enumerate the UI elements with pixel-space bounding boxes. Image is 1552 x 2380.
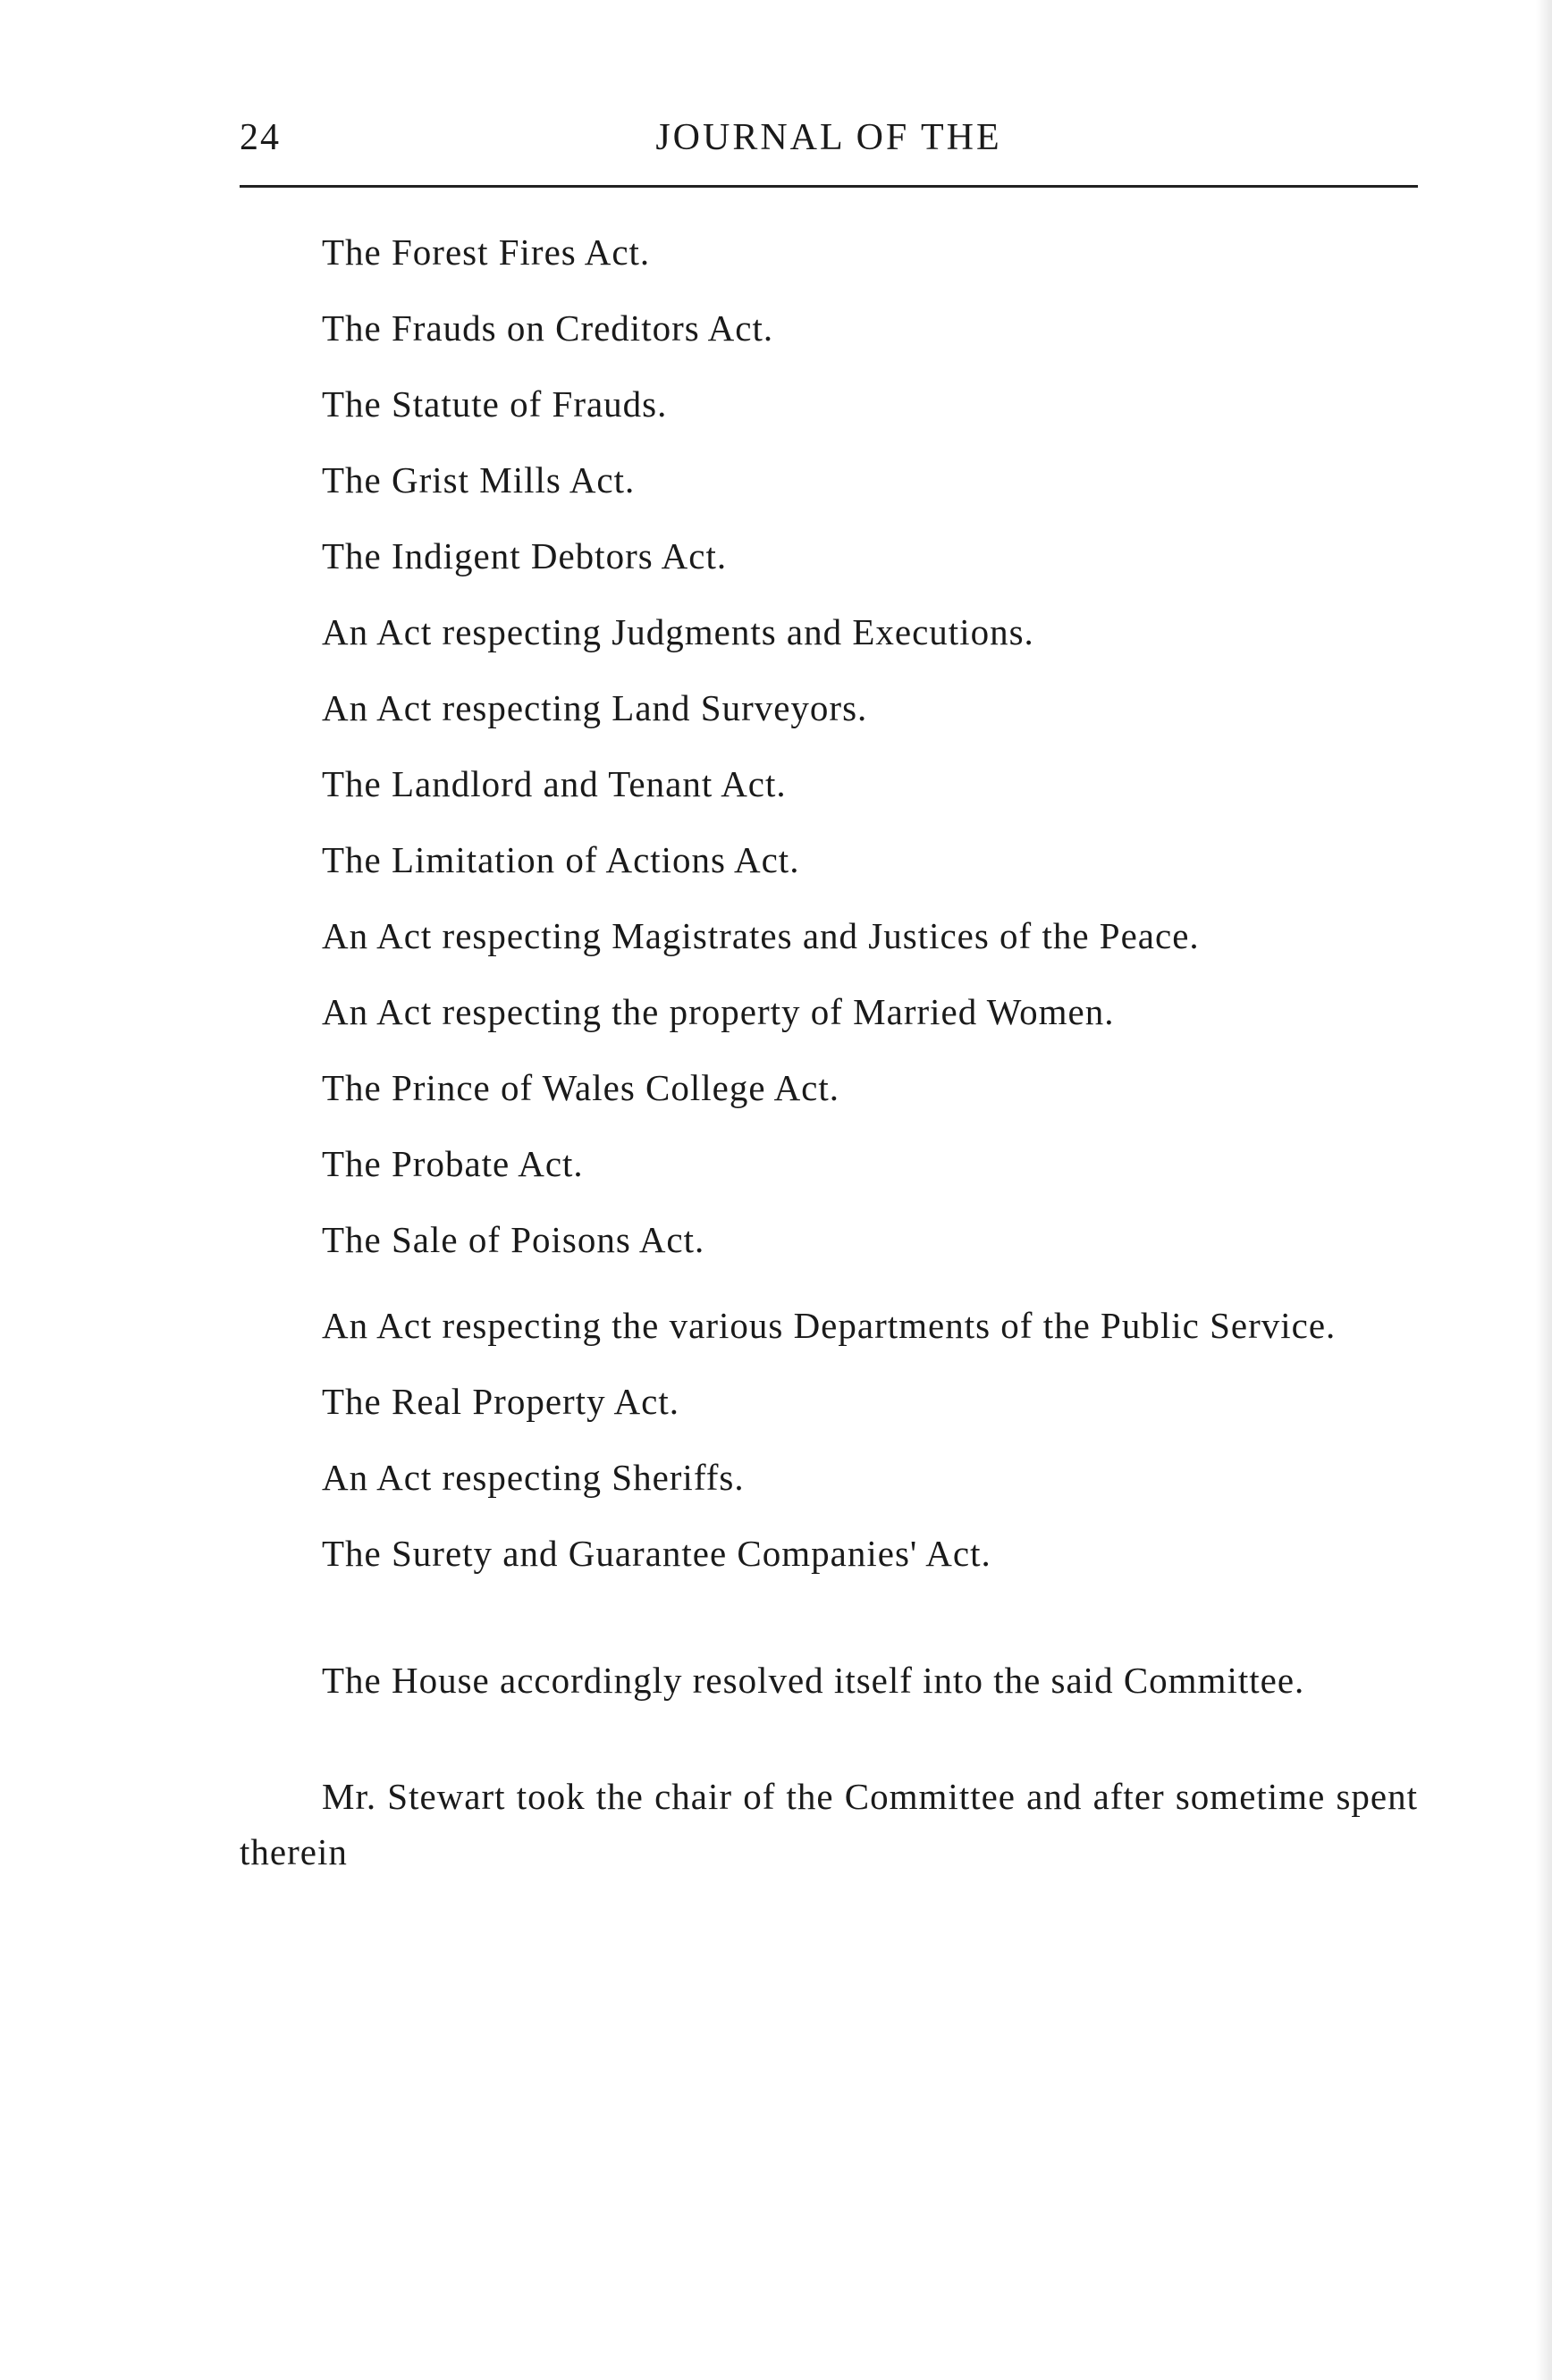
act-list-item: An Act respecting Judgments and Executions. (322, 611, 1034, 652)
act-list-item: The Probate Act. (322, 1143, 584, 1184)
page-header (240, 116, 1418, 170)
act-list-item: The Surety and Guarantee Companies' Act. (322, 1533, 991, 1574)
page-number: 24 (240, 117, 281, 158)
act-list-item: The Real Property Act. (322, 1381, 680, 1422)
body-paragraph: Mr. Stewart took the chair of the Committee and after sometime spent therein (240, 1776, 1418, 1872)
act-list-item: The Landlord and Tenant Act. (322, 763, 787, 804)
act-list-item: An Act respecting Sheriffs. (322, 1457, 745, 1498)
act-list-item: The Frauds on Creditors Act. (322, 307, 774, 349)
act-list-item: The Sale of Poisons Act. (322, 1219, 705, 1260)
running-head: JOURNAL OF THE (655, 117, 1002, 158)
act-list-item-wrapped: An Act respecting the various Departments of the Public Service. (322, 1305, 1337, 1346)
page-edge-shadow (1536, 0, 1552, 2380)
act-list-item: The Grist Mills Act. (322, 459, 636, 500)
body-paragraph: The House accordingly resolved itself into the said Committee. (322, 1660, 1305, 1701)
act-list-item: An Act respecting Land Surveyors. (322, 687, 868, 728)
act-list-item: The Indigent Debtors Act. (322, 535, 728, 576)
act-list-item: The Statute of Frauds. (322, 383, 668, 425)
act-list-item: The Forest Fires Act. (322, 231, 651, 273)
act-list-item: The Prince of Wales College Act. (322, 1067, 840, 1108)
page-body (240, 214, 1418, 1880)
act-list-item: An Act respecting the property of Married Women. (322, 991, 1115, 1032)
header-rule (240, 185, 1418, 188)
act-list-item: The Limitation of Actions Act. (322, 839, 800, 880)
act-list-item: An Act respecting Magistrates and Justices of the Peace. (322, 915, 1200, 956)
